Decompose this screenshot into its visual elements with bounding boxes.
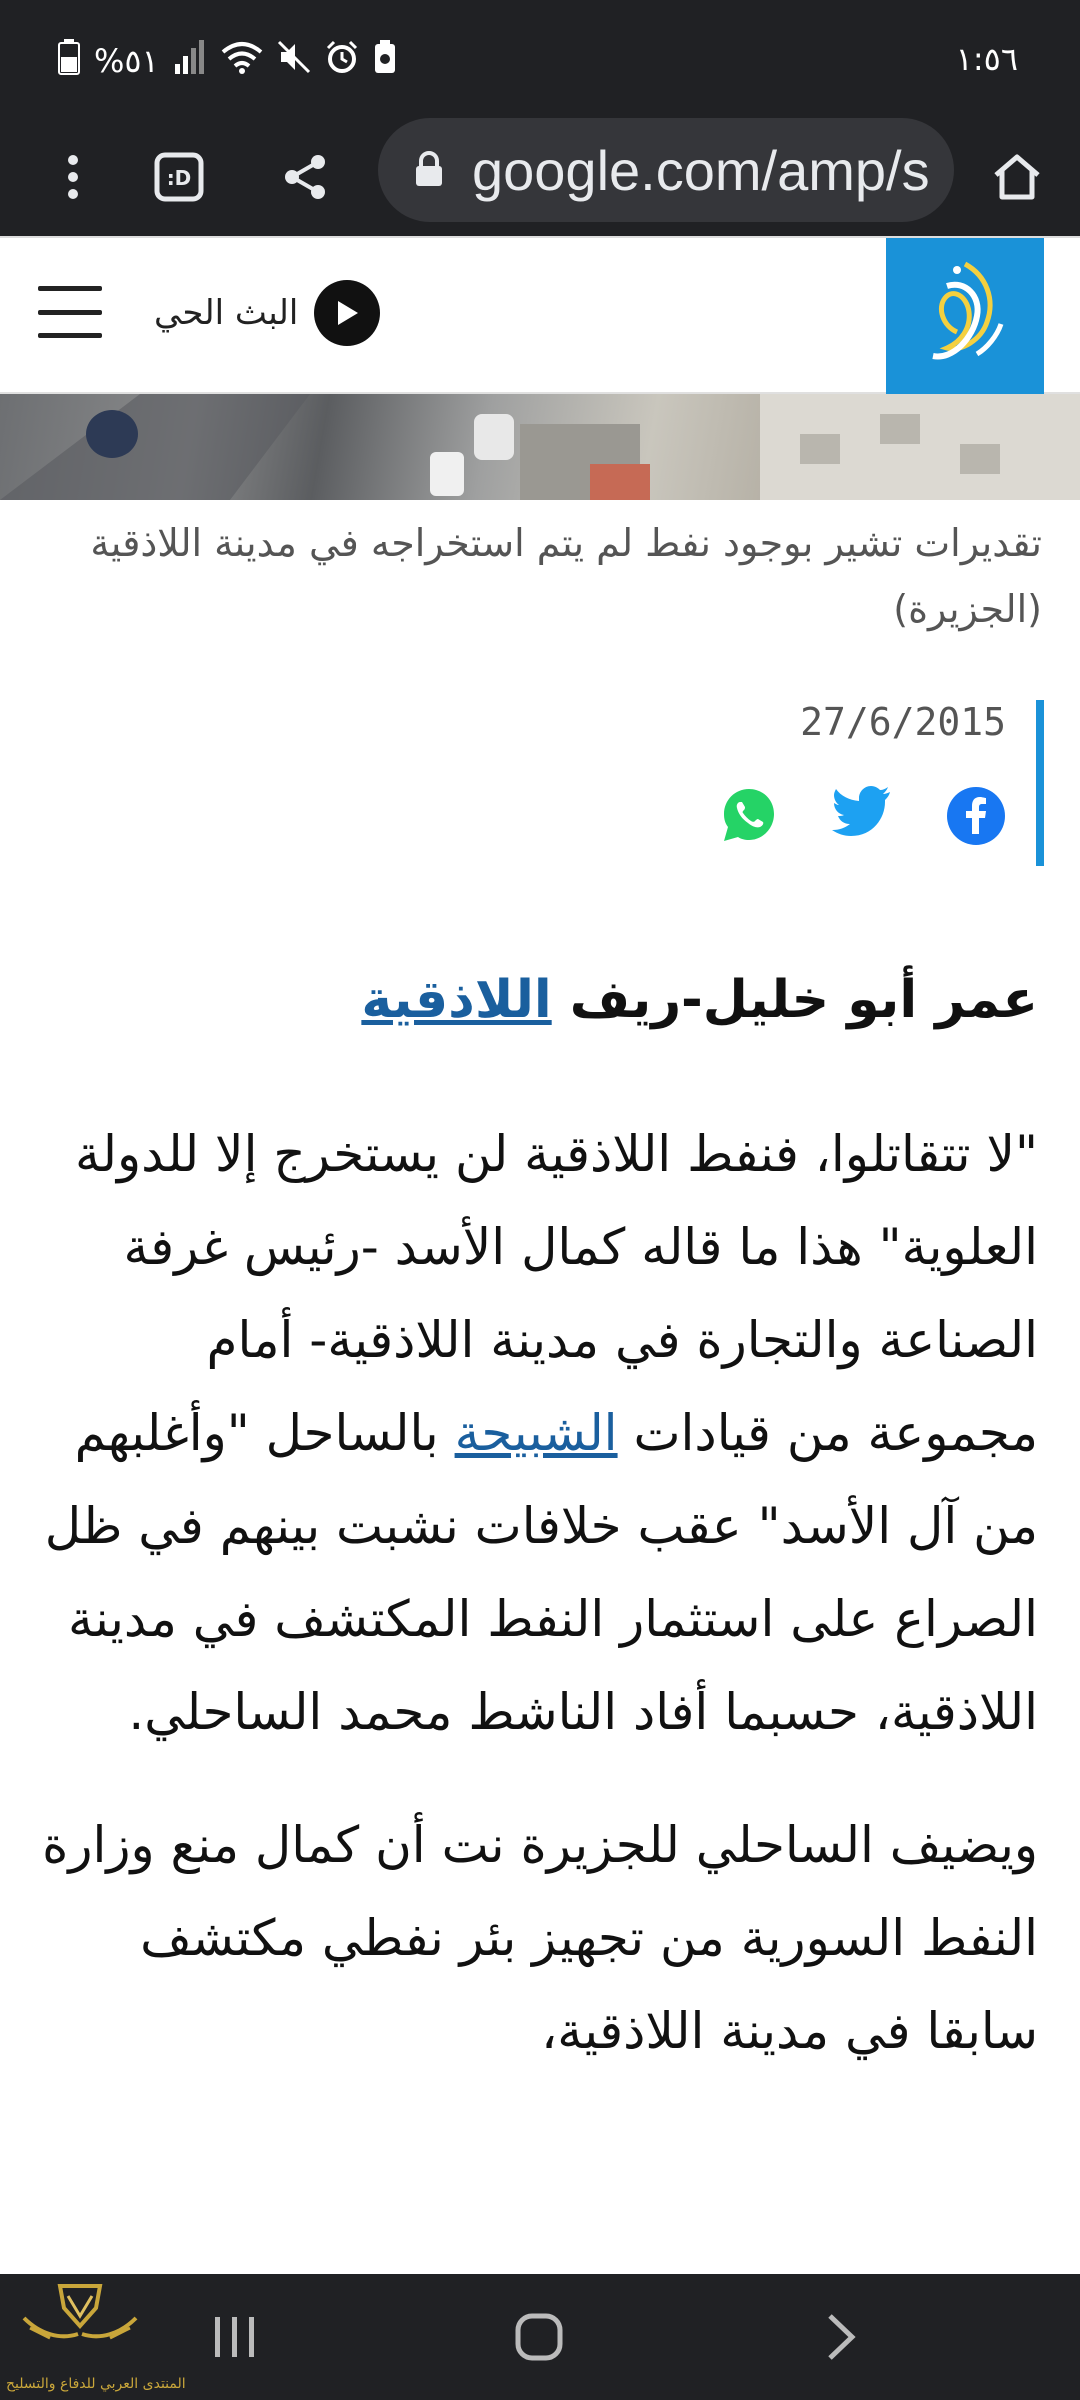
play-icon <box>314 280 380 346</box>
paragraph-1-text-a: "لا تتقاتلوا، فنفط اللاذقية لن يستخرج إلا للدولة العلوية" هذا ما قاله كمال الأسد -رئيس غرفة الصناعة والتجارة في مدينة اللاذقية- أمام مجموعة من قيادات <box>74 1125 1038 1462</box>
article-meta <box>644 700 1044 866</box>
location-link[interactable]: اللاذقية <box>361 970 552 1030</box>
status-icons <box>58 38 397 84</box>
svg-text::D: :D <box>166 166 192 190</box>
byline-author: عمر أبو خليل-ريف <box>551 970 1038 1030</box>
facebook-icon[interactable] <box>946 786 1006 850</box>
tab-switcher-icon[interactable] <box>142 140 216 214</box>
image-caption: تقديرات تشير بوجود نفط لم يتم استخراجه في مدينة اللاذقية (الجزيرة) <box>90 521 1042 631</box>
twitter-icon[interactable] <box>832 786 892 850</box>
byline <box>361 970 1038 1030</box>
article-date: 27/6/2015 <box>800 700 1006 744</box>
paragraph-2: ويضيف الساحلي للجزيرة نت أن كمال منع وزارة النفط السورية من تجهيز بئر نفطي مكتشف سابقا في مدينة اللاذقية، <box>42 1816 1038 2060</box>
back-icon[interactable] <box>806 2302 876 2372</box>
status-bar <box>0 0 1080 118</box>
wifi-icon <box>221 40 263 83</box>
mute-icon <box>277 40 311 83</box>
article-body <box>38 1108 1038 2118</box>
site-header <box>0 236 1080 394</box>
lock-icon <box>414 150 444 192</box>
home-circle-icon[interactable] <box>504 2302 574 2372</box>
paragraph-1-text-b: بالساحل "وأغلبهم من آل الأسد" عقب خلافات نشبت بينهم في ظل الصراع على استثمار النفط المكتشف في مدينة اللاذقية، حسبما أفاد الناشط محمد الساحلي. <box>44 1404 1038 1741</box>
address-bar[interactable] <box>378 118 954 222</box>
shabiha-link[interactable]: الشبيحة <box>454 1404 618 1462</box>
alarm-icon <box>325 40 359 83</box>
battery-saver-icon <box>373 40 397 83</box>
recents-icon[interactable] <box>200 2302 270 2372</box>
live-stream-button[interactable] <box>154 280 380 346</box>
whatsapp-icon[interactable] <box>720 786 778 850</box>
paragraph-1 <box>38 1108 1038 1759</box>
share-buttons <box>720 786 1006 850</box>
site-logo[interactable] <box>886 238 1044 394</box>
menu-icon[interactable] <box>38 286 102 338</box>
clock: ١:٥٦ <box>955 40 1018 78</box>
battery-icon <box>58 39 80 84</box>
battery-percent: %٥١ <box>94 42 159 80</box>
share-icon[interactable] <box>268 140 342 214</box>
url-text[interactable]: google.com/amp/s <box>472 139 930 202</box>
signal-icon <box>173 40 207 83</box>
home-icon[interactable] <box>980 140 1054 214</box>
aljazeera-logo-icon <box>917 256 1013 376</box>
shield-logo-icon <box>20 2278 140 2378</box>
forum-watermark <box>0 2274 186 2400</box>
article-hero-image <box>0 394 1080 500</box>
more-vert-icon[interactable] <box>36 140 110 214</box>
watermark-text: المنتدى العربي للدفاع والتسليح <box>6 2376 186 2392</box>
live-label: البث الحي <box>154 293 299 333</box>
